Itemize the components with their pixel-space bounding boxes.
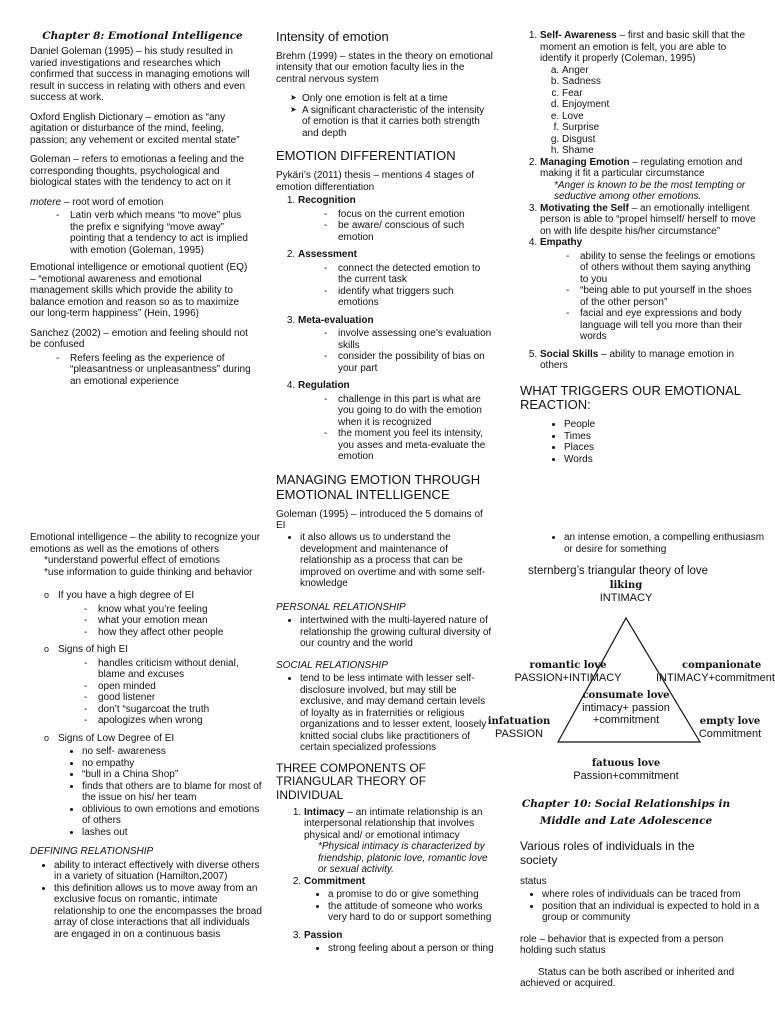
high-ei-points xyxy=(58,604,265,639)
domain-desc: – ability to manage emotion in others xyxy=(540,348,735,371)
component-item xyxy=(304,807,494,876)
stage-points xyxy=(298,263,494,309)
list-item: • Words xyxy=(564,454,760,466)
triangle-top-label xyxy=(586,580,666,604)
ei-note: *understand powerful effect of emotions xyxy=(44,555,221,566)
list-item: - be aware/ conscious of such emotion xyxy=(324,220,494,243)
list-item: • strong feeling about a person or thing xyxy=(328,943,494,955)
goleman-1995-paragraph: Daniel Goleman (1995) – his study resulted in varied investigations and researches which confirmed that success in managing emotions will result in success in relating with others and even success at work. xyxy=(30,46,250,104)
domains-list xyxy=(520,30,760,372)
status-ascribed-paragraph: Status can be both ascribed or inherited and achieved or acquired. xyxy=(520,966,735,990)
motere-line xyxy=(30,197,255,209)
list-item xyxy=(44,644,265,727)
stage-item xyxy=(298,380,494,463)
domain-name: Self- Awareness xyxy=(540,30,617,41)
list-item: • Places xyxy=(564,442,760,454)
managing-title: MANAGING EMOTION THROUGH EMOTIONAL INTELLIGENCE xyxy=(276,471,481,502)
emotions-list xyxy=(540,65,760,157)
triggers-title: WHAT TRIGGERS OUR EMOTIONAL REACTION: xyxy=(520,382,741,413)
domain-desc: – regulating emotion and making it fit a particular circumstance xyxy=(540,156,743,179)
ei-paragraph: Emotional intelligence – the ability to recognize your emotions as well as the emotions of others xyxy=(30,532,261,555)
list-item: - good listener xyxy=(84,692,265,704)
column-1 xyxy=(30,30,255,430)
list-item: e. Love xyxy=(562,111,760,123)
oxford-paragraph: Oxford English Dictionary – emotion as “any agitation or disturbance of the mind, feeling, passion; any vehement or excited mental state” xyxy=(30,111,240,146)
list-item: • it also allows us to understand the development and maintenance of relationship as a process that can be improved on overtime and with some self-knowledge xyxy=(300,532,494,590)
component-name: Intimacy xyxy=(304,806,345,818)
label-body: Passion+commitment xyxy=(573,769,679,782)
list-item: - ability to sense the feelings or emotions of others without them saying anything to you xyxy=(566,251,760,286)
list-item: - involve assessing one’s evaluation skills xyxy=(324,328,494,351)
defining-list xyxy=(30,860,265,941)
label-head: fatuous love xyxy=(591,758,661,770)
label-body: PASSION+INTIMACY xyxy=(514,671,622,684)
label-body: INTIMACY+commitment xyxy=(656,671,775,684)
anger-note: *Anger is known to be the most tempting or seductive among other emotions. xyxy=(554,179,746,202)
list-item: • “bull in a China Shop” xyxy=(82,769,265,781)
triangle-left-mid-label xyxy=(498,660,638,684)
domain-item xyxy=(540,157,760,203)
list-item: • the attitude of someone who works very hard to do or support something xyxy=(328,901,494,924)
triangle-center-label xyxy=(576,690,676,727)
list-item: ➤ Only one emotion is felt at a time xyxy=(290,93,494,105)
list-item: - how they affect other people xyxy=(84,627,265,639)
label-body: PASSION xyxy=(494,727,544,740)
list-item: - open minded xyxy=(84,681,265,693)
list-item: - challenge in this part is what are you going to do with the emotion when it is recognized xyxy=(324,394,494,429)
domain-item xyxy=(540,349,760,372)
personal-title: PERSONAL RELATIONSHIP xyxy=(276,601,406,613)
list-item: • lashes out xyxy=(82,827,265,839)
personal-list xyxy=(276,615,494,650)
list-item: • where roles of individuals can be traced from xyxy=(542,889,768,901)
list-item: - don’t “sugarcoat the truth xyxy=(84,704,265,716)
list-item: - Latin verb which means “to move” plus the prefix e signifying “move away” pointing that a tendency to act is implied with emotion (Goleman, 1995) xyxy=(56,210,255,256)
triangle-bottom-label xyxy=(520,758,732,782)
pykari-paragraph: Pykäri’s (2011) thesis – mentions 4 stages of emotion differentiation xyxy=(276,170,475,193)
stage-points xyxy=(298,328,494,374)
component-name: Commitment xyxy=(304,875,366,887)
list-item: a. Anger xyxy=(562,65,760,77)
list-item: d. Enjoyment xyxy=(562,99,760,111)
signs-high-points xyxy=(58,658,265,727)
list-item: - facial and eye expressions and body language will tell you more than their words xyxy=(566,308,760,343)
ei-note: *use information to guide thinking and behavior xyxy=(44,566,253,578)
domain-item xyxy=(540,203,760,238)
list-item: • finds that others are to blame for most of the issue on his/ her team xyxy=(82,781,265,804)
component-item xyxy=(304,876,494,924)
list-item: - know what you’re feeling xyxy=(84,604,265,616)
motere-rest: – root word of emotion xyxy=(61,196,164,208)
sanchez-paragraph: Sanchez (2002) – emotion and feeling should not be confused xyxy=(30,327,248,351)
social-list xyxy=(276,673,494,754)
high-ei-label: If you have a high degree of EI xyxy=(58,590,195,601)
label-body: INTIMACY xyxy=(599,591,653,604)
list-item: • intertwined with the multi-layered nature of relationship the growing cultural diversity of our country and the world xyxy=(300,615,494,650)
components-list xyxy=(276,807,494,955)
list-item: - identify what triggers such emotions xyxy=(324,286,494,309)
differentiation-title: EMOTION DIFFERENTIATION xyxy=(276,148,456,164)
triangle-bottom-right-label xyxy=(694,716,766,740)
three-components-title: THREE COMPONENTS OF TRIANGULAR THEORY OF INDIVIDUAL xyxy=(276,760,427,803)
ei-degree-list xyxy=(30,590,265,838)
list-item: b. Sadness xyxy=(562,76,760,88)
list-item: • no empathy xyxy=(82,758,265,770)
stage-name: Meta-evaluation xyxy=(298,314,374,326)
list-item: - connect the detected emotion to the current task xyxy=(324,263,494,286)
chapter-10-title: Chapter 10: Social Relationships in Middle and Late Adolescence xyxy=(521,798,731,828)
sanchez-list xyxy=(30,353,255,388)
signs-high-label: Signs of high EI xyxy=(58,644,129,655)
label-head: liking xyxy=(609,580,643,592)
triangle-right-mid-label xyxy=(656,660,775,684)
list-item: - the moment you feel its intensity, you asses and meta-evaluate the emotion xyxy=(324,428,494,463)
column-6 xyxy=(487,532,775,992)
domain-desc: – an emotionally intelligent person is able to “propel himself/ herself to move on with life despite his/her circumstance” xyxy=(540,202,756,237)
goleman-domains-paragraph: Goleman (1995) – introduced the 5 domains of EI xyxy=(276,508,483,532)
signs-low-label: Signs of Low Degree of EI xyxy=(58,732,175,744)
label-head: consumate love xyxy=(582,690,670,702)
list-item: • ability to interact effectively with diverse others in a variety of situation (Hamilton,2007) xyxy=(54,860,265,883)
list-item: - apologizes when wrong xyxy=(84,715,265,727)
domain-name: Empathy xyxy=(540,237,583,248)
column-2 xyxy=(276,29,494,532)
list-item: - what your emotion mean xyxy=(84,615,265,627)
intensity-list xyxy=(276,93,494,139)
stage-name: Recognition xyxy=(298,195,356,207)
list-item: c. Fear xyxy=(562,88,760,100)
defining-title: DEFINING RELATIONSHIP xyxy=(30,846,154,857)
chapter-8-title: Chapter 8: Emotional Intelligence xyxy=(42,30,243,42)
domain-name: Managing Emotion xyxy=(540,156,630,168)
domain-item xyxy=(540,237,760,343)
sternberg-title: sternberg’s triangular theory of love xyxy=(528,565,709,577)
sternberg-diagram xyxy=(487,578,775,760)
top-list xyxy=(520,532,768,555)
intimacy-note: *Physical intimacy is characterized by friendship, platonic love, romantic love or sexual activity. xyxy=(318,841,488,876)
domain-desc: – first and basic skill that the moment an emotion is felt, you are able to identify it properly (Coleman, 1995) xyxy=(540,30,746,64)
list-item: f. Surprise xyxy=(562,122,760,134)
list-item: - Refers feeling as the experience of “pleasantness or unpleasantness” during an emotional experience xyxy=(56,353,255,388)
stage-name: Assessment xyxy=(298,249,357,261)
triangle-bottom-left-label xyxy=(484,716,554,740)
domain-item xyxy=(540,30,760,157)
signs-low-points xyxy=(58,746,265,838)
component-name: Passion xyxy=(304,929,343,941)
list-item: • an intense emotion, a compelling enthusiasm or desire for something xyxy=(564,532,768,555)
label-head: companionate xyxy=(682,660,762,672)
column-5 xyxy=(276,532,494,992)
role-paragraph: role – behavior that is expected from a person holding such status xyxy=(520,933,724,957)
domain-name: Motivating the Self xyxy=(540,202,629,214)
list-item: • position that an individual is expected to hold in a group or community xyxy=(542,901,768,924)
list-item: • tend to be less intimate with lesser self-disclosure involved, but may still be exclusive, and may demand certain levels of loyalty as in fraternities or religious organizations and to lesser extent, loosely knitted social clubs like practitioners of certain specialized professions xyxy=(300,673,494,754)
stages-list xyxy=(276,195,494,463)
domain-name: Social Skills xyxy=(540,348,599,360)
list-item: h. Shame xyxy=(562,145,760,157)
list-item: • no self- awareness xyxy=(82,746,265,758)
list-item: • People xyxy=(564,419,760,431)
label-body: Commitment xyxy=(698,727,762,740)
stage-item xyxy=(298,315,494,375)
list-item: - handles criticism without denial, blame and excuses xyxy=(84,658,265,681)
triggers-list xyxy=(520,419,760,465)
status-label: status xyxy=(520,875,547,887)
stage-points xyxy=(298,394,494,463)
label-head: romantic love xyxy=(529,660,607,672)
list-item: ➤ A significant characteristic of the intensity of emotion is that it carries both strength and depth xyxy=(290,105,494,140)
component-desc: – an intimate relationship is an interpersonal relationship that involves physical and/ or emotional intimacy xyxy=(304,806,483,841)
label-head: empty love xyxy=(699,716,761,728)
list-item: - focus on the current emotion xyxy=(324,209,494,221)
commitment-points xyxy=(304,889,494,924)
roles-title: Various roles of individuals in the society xyxy=(520,838,695,867)
list-item: g. Disgust xyxy=(562,134,760,146)
motere-term: motere xyxy=(30,196,62,208)
motere-list xyxy=(30,210,255,256)
stage-points xyxy=(298,209,494,244)
stage-item xyxy=(298,195,494,243)
list-item xyxy=(44,733,265,839)
stage-name: Regulation xyxy=(298,380,350,392)
top-list xyxy=(276,532,494,590)
list-item: • this definition allows us to move away from an exclusive focus on romantic, intimate relationship to one the encompasses the broad array of close interactions that all individuals are engaged in on a continuous basis xyxy=(54,883,265,941)
eq-paragraph: Emotional intelligence or emotional quotient (EQ) – “emotional awareness and emotional management skills which provide the ability to balance emotion and reason so as to maximize our long-term happiness” (Hein, 1996) xyxy=(30,262,248,320)
list-item: - consider the possibility of bias on your part xyxy=(324,351,494,374)
label-head: infatuation xyxy=(487,716,551,728)
goleman-refers-paragraph: Goleman – refers to emotionas a feeling and the corresponding thoughts, psychological and biological states with the tendency to act on it xyxy=(30,154,245,189)
column-3 xyxy=(520,30,760,465)
list-item: • Times xyxy=(564,431,760,443)
brehm-paragraph: Brehm (1999) – states in the theory on emotional intensity that our emotion faculty lies in the central nervous system xyxy=(276,50,493,85)
stage-item xyxy=(298,249,494,309)
column-4 xyxy=(30,532,265,972)
component-item xyxy=(304,930,494,955)
intensity-title: Intensity of emotion xyxy=(276,29,389,44)
label-body: intimacy+ passion +commitment xyxy=(582,701,670,727)
list-item: • a promise to do or give something xyxy=(328,889,494,901)
list-item xyxy=(44,590,265,638)
list-item: - “being able to put yourself in the shoes of the other person” xyxy=(566,285,760,308)
empathy-list xyxy=(540,251,760,343)
status-list xyxy=(520,889,768,924)
passion-points xyxy=(304,943,494,955)
list-item: • oblivious to own emotions and emotions of others xyxy=(82,804,265,827)
social-title: SOCIAL RELATIONSHIP xyxy=(276,659,388,671)
